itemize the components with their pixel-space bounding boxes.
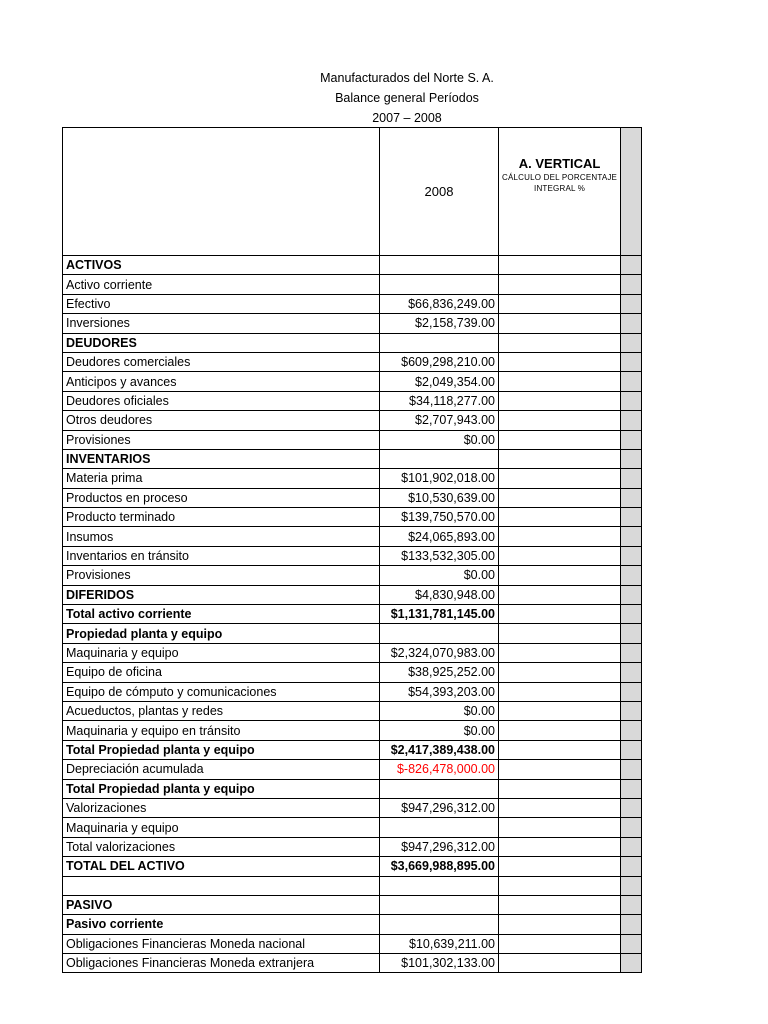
gray-column-cell: [621, 430, 642, 449]
balance-sheet-table: [62, 127, 642, 973]
row-value-cell[interactable]: $3,669,988,895.00: [380, 857, 499, 876]
row-label-cell[interactable]: Obligaciones Financieras Moneda extranjera: [63, 954, 380, 973]
row-label-cell[interactable]: Total Propiedad planta y equipo: [63, 779, 380, 798]
row-vertical-cell[interactable]: [499, 294, 621, 313]
row-value-cell[interactable]: [380, 779, 499, 798]
row-value-cell[interactable]: $0.00: [380, 430, 499, 449]
row-label-cell[interactable]: Inversiones: [63, 314, 380, 333]
vertical-analysis-subtitle-line1: CÁLCULO DEL PORCENTAJE: [502, 173, 618, 182]
row-label-cell[interactable]: Productos en proceso: [63, 488, 380, 507]
table-header-row: [63, 128, 642, 256]
row-value-cell[interactable]: $0.00: [380, 721, 499, 740]
gray-column-cell: [621, 915, 642, 934]
row-value-cell[interactable]: $10,530,639.00: [380, 488, 499, 507]
gray-column-cell: [621, 934, 642, 953]
gray-column-cell: [621, 605, 642, 624]
row-label-cell[interactable]: Maquinaria y equipo: [63, 818, 380, 837]
gray-column-cell: [621, 837, 642, 856]
gray-column-cell: [621, 663, 642, 682]
gray-column-cell: [621, 527, 642, 546]
row-value-cell[interactable]: $2,049,354.00: [380, 372, 499, 391]
row-value-cell[interactable]: $34,118,277.00: [380, 391, 499, 410]
gray-column-cell: [621, 488, 642, 507]
table-row: [63, 798, 642, 817]
table-row: [63, 701, 642, 720]
gray-column-cell: [621, 314, 642, 333]
row-vertical-cell[interactable]: [499, 779, 621, 798]
row-label-cell[interactable]: ACTIVOS: [63, 256, 380, 275]
row-vertical-cell[interactable]: [499, 624, 621, 643]
company-name: Manufacturados del Norte S. A.: [320, 71, 494, 85]
row-value-cell[interactable]: [380, 624, 499, 643]
header-vertical-cell[interactable]: [499, 128, 621, 256]
row-vertical-cell[interactable]: [499, 895, 621, 914]
vertical-analysis-title: A. VERTICAL: [518, 156, 601, 171]
row-vertical-cell[interactable]: [499, 740, 621, 759]
table-row: [63, 895, 642, 914]
gray-column-cell: [621, 352, 642, 371]
row-label-cell[interactable]: Total Propiedad planta y equipo: [63, 740, 380, 759]
row-vertical-cell[interactable]: [499, 275, 621, 294]
row-vertical-cell[interactable]: [499, 954, 621, 973]
gray-column-cell: [621, 469, 642, 488]
row-value-cell[interactable]: $38,925,252.00: [380, 663, 499, 682]
table-row: [63, 488, 642, 507]
row-label-cell[interactable]: Equipo de cómputo y comunicaciones: [63, 682, 380, 701]
table-row: [63, 721, 642, 740]
table-row: [63, 314, 642, 333]
table-row: [63, 391, 642, 410]
gray-column-cell: [621, 818, 642, 837]
row-vertical-cell[interactable]: [499, 546, 621, 565]
row-label-cell[interactable]: Activo corriente: [63, 275, 380, 294]
table-row: [63, 527, 642, 546]
row-label-cell[interactable]: Efectivo: [63, 294, 380, 313]
row-vertical-cell[interactable]: [499, 798, 621, 817]
row-value-cell[interactable]: [380, 895, 499, 914]
table-row: [63, 333, 642, 352]
table-row: [63, 954, 642, 973]
row-label-cell[interactable]: Maquinaria y equipo: [63, 643, 380, 662]
table-row: [63, 275, 642, 294]
row-vertical-cell[interactable]: [499, 721, 621, 740]
row-label-cell[interactable]: Pasivo corriente: [63, 915, 380, 934]
row-value-cell[interactable]: $609,298,210.00: [380, 352, 499, 371]
table-row: [63, 508, 642, 527]
gray-column-cell: [621, 701, 642, 720]
gray-column-cell: [621, 760, 642, 779]
row-value-cell[interactable]: [380, 449, 499, 468]
row-vertical-cell[interactable]: [499, 857, 621, 876]
row-value-cell[interactable]: $2,158,739.00: [380, 314, 499, 333]
row-vertical-cell[interactable]: [499, 527, 621, 546]
row-label-cell[interactable]: Producto terminado: [63, 508, 380, 527]
gray-column-cell: [621, 256, 642, 275]
table-row: [63, 585, 642, 604]
table-row: [63, 469, 642, 488]
vertical-analysis-subtitle-line2: INTEGRAL %: [534, 184, 586, 193]
row-label-cell[interactable]: Acueductos, plantas y redes: [63, 701, 380, 720]
row-vertical-cell[interactable]: [499, 333, 621, 352]
table-row: [63, 643, 642, 662]
row-value-cell[interactable]: [380, 915, 499, 934]
row-vertical-cell[interactable]: [499, 760, 621, 779]
gray-column-cell: [621, 876, 642, 895]
gray-column-cell: [621, 798, 642, 817]
row-value-cell[interactable]: $101,302,133.00: [380, 954, 499, 973]
row-vertical-cell[interactable]: [499, 837, 621, 856]
table-row: [63, 760, 642, 779]
row-label-cell[interactable]: Equipo de oficina: [63, 663, 380, 682]
row-vertical-cell[interactable]: [499, 314, 621, 333]
table-row: [63, 915, 642, 934]
row-vertical-cell[interactable]: [499, 256, 621, 275]
report-title-block: [62, 68, 752, 128]
row-label-cell[interactable]: INVENTARIOS: [63, 449, 380, 468]
row-label-cell[interactable]: Valorizaciones: [63, 798, 380, 817]
table-row: [63, 449, 642, 468]
row-vertical-cell[interactable]: [499, 430, 621, 449]
table-row: [63, 934, 642, 953]
row-label-cell[interactable]: Materia prima: [63, 469, 380, 488]
table-row: [63, 682, 642, 701]
row-value-cell[interactable]: $139,750,570.00: [380, 508, 499, 527]
row-value-cell[interactable]: [380, 876, 499, 895]
row-label-cell[interactable]: DEUDORES: [63, 333, 380, 352]
row-label-cell[interactable]: TOTAL DEL ACTIVO: [63, 857, 380, 876]
gray-column-cell: [621, 740, 642, 759]
row-value-cell[interactable]: [380, 256, 499, 275]
row-label-cell[interactable]: Provisiones: [63, 566, 380, 585]
report-title: Balance general Períodos: [335, 91, 479, 105]
table-row: [63, 566, 642, 585]
gray-column-cell: [621, 779, 642, 798]
row-value-cell[interactable]: $0.00: [380, 566, 499, 585]
row-value-cell[interactable]: $947,296,312.00: [380, 837, 499, 856]
row-value-cell[interactable]: $1,131,781,145.00: [380, 605, 499, 624]
table-row: [63, 663, 642, 682]
row-label-cell[interactable]: Maquinaria y equipo en tránsito: [63, 721, 380, 740]
row-vertical-cell[interactable]: [499, 411, 621, 430]
row-vertical-cell[interactable]: [499, 605, 621, 624]
table-row: [63, 876, 642, 895]
header-label-cell[interactable]: [63, 128, 380, 256]
row-value-cell[interactable]: [380, 275, 499, 294]
row-value-cell[interactable]: $133,532,305.00: [380, 546, 499, 565]
row-value-cell[interactable]: $66,836,249.00: [380, 294, 499, 313]
row-vertical-cell[interactable]: [499, 508, 621, 527]
row-value-cell[interactable]: $10,639,211.00: [380, 934, 499, 953]
row-label-cell[interactable]: Total activo corriente: [63, 605, 380, 624]
row-label-cell[interactable]: Total valorizaciones: [63, 837, 380, 856]
row-vertical-cell[interactable]: [499, 585, 621, 604]
row-label-cell[interactable]: Deudores oficiales: [63, 391, 380, 410]
row-value-cell[interactable]: $2,707,943.00: [380, 411, 499, 430]
row-value-cell[interactable]: $101,902,018.00: [380, 469, 499, 488]
row-label-cell[interactable]: Depreciación acumulada: [63, 760, 380, 779]
row-label-cell[interactable]: Inventarios en tránsito: [63, 546, 380, 565]
row-vertical-cell[interactable]: [499, 915, 621, 934]
row-vertical-cell[interactable]: [499, 566, 621, 585]
table-row: [63, 430, 642, 449]
gray-column-cell: [621, 128, 642, 256]
gray-column-cell: [621, 585, 642, 604]
gray-column-cell: [621, 372, 642, 391]
gray-column-cell: [621, 895, 642, 914]
gray-column-cell: [621, 857, 642, 876]
row-label-cell[interactable]: Otros deudores: [63, 411, 380, 430]
row-vertical-cell[interactable]: [499, 488, 621, 507]
table-row: [63, 411, 642, 430]
row-value-cell[interactable]: $0.00: [380, 701, 499, 720]
gray-column-cell: [621, 546, 642, 565]
row-label-cell[interactable]: Anticipos y avances: [63, 372, 380, 391]
row-vertical-cell[interactable]: [499, 682, 621, 701]
row-value-cell[interactable]: $4,830,948.00: [380, 585, 499, 604]
row-label-cell[interactable]: Insumos: [63, 527, 380, 546]
gray-column-cell: [621, 391, 642, 410]
row-vertical-cell[interactable]: [499, 391, 621, 410]
gray-column-cell: [621, 682, 642, 701]
row-vertical-cell[interactable]: [499, 469, 621, 488]
row-value-cell[interactable]: $2,417,389,438.00: [380, 740, 499, 759]
table-row: [63, 740, 642, 759]
row-value-cell[interactable]: $-826,478,000.00: [380, 760, 499, 779]
table-row: [63, 372, 642, 391]
row-vertical-cell[interactable]: [499, 372, 621, 391]
gray-column-cell: [621, 508, 642, 527]
row-vertical-cell[interactable]: [499, 352, 621, 371]
gray-column-cell: [621, 333, 642, 352]
table-row: [63, 256, 642, 275]
row-vertical-cell[interactable]: [499, 449, 621, 468]
gray-column-cell: [621, 721, 642, 740]
report-period: 2007 – 2008: [372, 111, 442, 125]
table-row: [63, 837, 642, 856]
row-label-cell[interactable]: Obligaciones Financieras Moneda nacional: [63, 934, 380, 953]
table-row: [63, 605, 642, 624]
gray-column-cell: [621, 275, 642, 294]
row-vertical-cell[interactable]: [499, 876, 621, 895]
row-label-cell[interactable]: Propiedad planta y equipo: [63, 624, 380, 643]
row-value-cell[interactable]: $2,324,070,983.00: [380, 643, 499, 662]
row-value-cell[interactable]: [380, 818, 499, 837]
row-value-cell[interactable]: [380, 333, 499, 352]
table-row: [63, 624, 642, 643]
row-value-cell[interactable]: $24,065,893.00: [380, 527, 499, 546]
header-year-cell[interactable]: 2008: [380, 128, 499, 256]
table-row: [63, 857, 642, 876]
gray-column-cell: [621, 411, 642, 430]
gray-column-cell: [621, 294, 642, 313]
row-value-cell[interactable]: $947,296,312.00: [380, 798, 499, 817]
gray-column-cell: [621, 643, 642, 662]
row-label-cell[interactable]: [63, 876, 380, 895]
row-vertical-cell[interactable]: [499, 818, 621, 837]
table-row: [63, 546, 642, 565]
gray-column-cell: [621, 954, 642, 973]
row-vertical-cell[interactable]: [499, 934, 621, 953]
row-label-cell[interactable]: DIFERIDOS: [63, 585, 380, 604]
table-row: [63, 818, 642, 837]
table-row: [63, 779, 642, 798]
row-vertical-cell[interactable]: [499, 701, 621, 720]
gray-column-cell: [621, 566, 642, 585]
gray-column-cell: [621, 624, 642, 643]
table-row: [63, 294, 642, 313]
table-row: [63, 352, 642, 371]
row-label-cell[interactable]: PASIVO: [63, 895, 380, 914]
row-vertical-cell[interactable]: [499, 663, 621, 682]
row-label-cell[interactable]: Deudores comerciales: [63, 352, 380, 371]
row-label-cell[interactable]: Provisiones: [63, 430, 380, 449]
gray-column-cell: [621, 449, 642, 468]
row-value-cell[interactable]: $54,393,203.00: [380, 682, 499, 701]
row-vertical-cell[interactable]: [499, 643, 621, 662]
